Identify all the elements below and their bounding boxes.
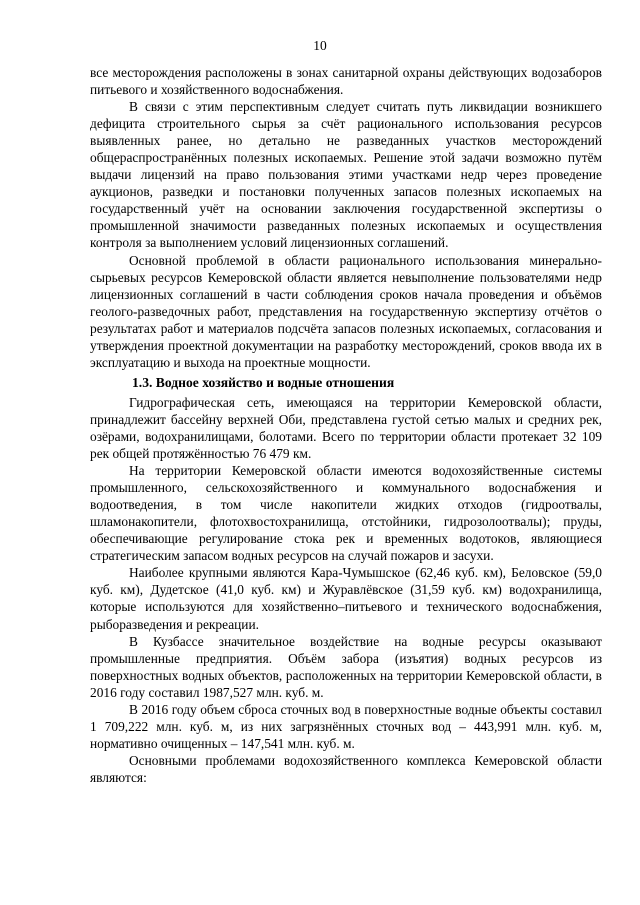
document-body (90, 64, 602, 786)
paragraph-deficit-solution: В связи с этим перспективным следует считать путь ликвидации возникшего дефицита строительного сырья за счёт рационального использования ресурсов выявленных ранее, но детально не разведанных участков месторождений общераспространённых полезных ископаемых. Решение этой задачи возможно путём выдачи лицензий на право пользования этими участками недр через проведение аукционов, разведки и постановки полученных запасов полезных ископаемых на государственный учёт на основании заключения государственной экспертизы о промышленной значимости разведанных полезных ископаемых и осуществления контроля за выполнением условий лицензионных соглашений. (90, 99, 602, 251)
paragraph-water-systems: На территории Кемеровской области имеются водохозяйственные системы промышленного, сельскохозяйственного и коммунального водоснабжения и водоотведения, в том числе накопители жидких отходов (гидроотвалы, шламонакопители, флотохвостохранилища, отстойники, гидрозолоотвалы); пруды, обеспечивающие регулирование стока рек и временных водотоков, являющиеся стратегическим запасом водных ресурсов на случай пожаров и засухи. (90, 463, 602, 564)
paragraph-water-intake: В Кузбассе значительное воздействие на водные ресурсы оказывают промышленные предприятия. Объём забора (изъятия) водных ресурсов из поверхностных водных объектов, расположенных на территории Кемеровской области, в 2016 году составил 1987,527 млн. куб. м. (90, 633, 602, 700)
paragraph-hydrographic-network: Гидрографическая сеть, имеющаяся на территории Кемеровской области, принадлежит бассейну верхней Оби, представлена густой сетью малых и средних рек, озёрами, водохранилищами, болотами. Всего по территории области протекает 32 109 рек общей протяжённостью 76 479 км. (90, 394, 602, 462)
paragraph-reservoirs: Наиболее крупными являются Кара-Чумышское (62,46 куб. км), Беловское (59,0 куб. км), Дудетское (41,0 куб. км) и Журавлёвское (31,59 куб. км) водохранилища, которые используются для хозяйственно–питьевого и технического водоснабжения, рыборазведения и рекреации. (90, 565, 602, 632)
paragraph-wastewater: В 2016 году объем сброса сточных вод в поверхностные водные объекты составил 1 709,222 млн. куб. м, из них загрязнённых сточных вод – 443,991 млн. куб. м, нормативно очищенных – 147,541 млн. куб. м. (90, 701, 602, 751)
page-number: 10 (313, 38, 327, 53)
paragraph-problems-intro: Основными проблемами водохозяйственного комплекса Кемеровской области являются: (90, 752, 602, 785)
section-heading-water: 1.3. Водное хозяйство и водные отношения (132, 374, 395, 390)
paragraph-main-problem: Основной проблемой в области рационального использования минерально-сырьевых ресурсов Кемеровской области является невыполнение пользователями недр лицензионных соглашений в части соблюдения сроков начала проведения и объёмов геолого-разведочных работ, представления на государственную экспертизу отчётов о результатах работ и материалов подсчёта запасов полезных ископаемых, согласования и утверждения проектной документации на разработку месторождений, сроков ввода их в эксплуатацию и выхода на проектные мощности. (90, 252, 602, 370)
paragraph-continuation: все месторождения расположены в зонах санитарной охраны действующих водозаборов питьевого и хозяйственного водоснабжения. (90, 65, 602, 98)
